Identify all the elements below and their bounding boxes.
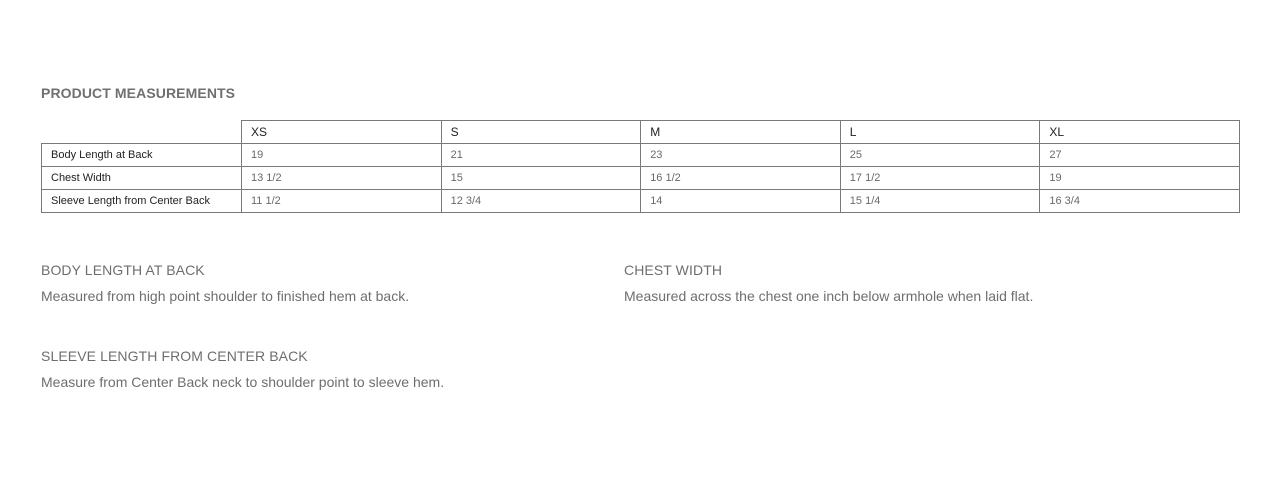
table-cell: 11 1/2 (242, 190, 442, 213)
size-header-m: M (641, 121, 841, 144)
table-cell: 17 1/2 (840, 167, 1040, 190)
table-cell: 19 (1040, 167, 1240, 190)
row-label-chest-width: Chest Width (42, 167, 242, 190)
definition-sleeve-length (41, 348, 601, 390)
row-label-sleeve-length: Sleeve Length from Center Back (42, 190, 242, 213)
size-header-s: S (441, 121, 641, 144)
definition-text: Measured from high point shoulder to finished hem at back. (41, 288, 410, 304)
table-row (42, 167, 1240, 190)
definition-chest-width (624, 262, 1184, 304)
table-row (42, 144, 1240, 167)
table-cell: 23 (641, 144, 841, 167)
size-header-l: L (840, 121, 1040, 144)
definition-title: BODY LENGTH AT BACK (41, 262, 205, 278)
table-header-row (42, 121, 1240, 144)
table-cell: 27 (1040, 144, 1240, 167)
table-cell: 12 3/4 (441, 190, 641, 213)
size-header-xs: XS (242, 121, 442, 144)
table-cell: 14 (641, 190, 841, 213)
page-title: PRODUCT MEASUREMENTS (41, 85, 236, 101)
table-cell: 25 (840, 144, 1040, 167)
table-cell: 15 (441, 167, 641, 190)
table-cell: 15 1/4 (840, 190, 1040, 213)
definition-text: Measure from Center Back neck to shoulder point to sleeve hem. (41, 374, 445, 390)
table-cell: 16 1/2 (641, 167, 841, 190)
table-row (42, 190, 1240, 213)
definition-title: SLEEVE LENGTH FROM CENTER BACK (41, 348, 308, 364)
size-header-xl: XL (1040, 121, 1240, 144)
table-header-blank (42, 121, 242, 144)
definition-text: Measured across the chest one inch below armhole when laid flat. (624, 288, 1034, 304)
row-label-body-length: Body Length at Back (42, 144, 242, 167)
table-cell: 19 (242, 144, 442, 167)
measurements-table (41, 120, 1240, 213)
table-cell: 21 (441, 144, 641, 167)
definition-body-length (41, 262, 601, 304)
definition-title: CHEST WIDTH (624, 262, 723, 278)
table-cell: 16 3/4 (1040, 190, 1240, 213)
table-cell: 13 1/2 (242, 167, 442, 190)
